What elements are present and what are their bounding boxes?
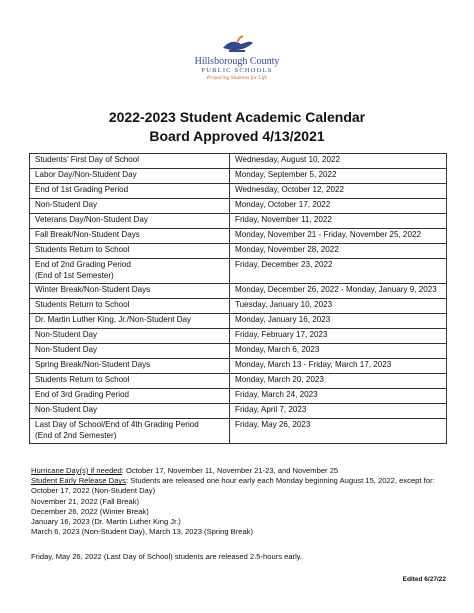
early-release-text: : Students are released one hour early each Monday beginning August 15, 2022, except for: <box>125 476 435 486</box>
calendar-row <box>30 374 447 389</box>
date-cell: Monday, March 13 - Friday, March 17, 2023 <box>230 359 447 374</box>
exception-item: December 26, 2022 (Winter Break) <box>31 506 149 516</box>
calendar-row <box>30 154 447 169</box>
date-cell: Wednesday, August 10, 2022 <box>230 154 447 169</box>
event-label: Labor Day/Non-Student Day <box>35 170 137 179</box>
date-cell: Monday, March 20, 2023 <box>230 374 447 389</box>
event-label: Veterans Day/Non-Student Day <box>35 215 148 224</box>
event-label-sub: (End of 1st Semester) <box>35 271 114 280</box>
calendar-row <box>30 329 447 344</box>
event-cell <box>30 344 230 359</box>
calendar-row <box>30 389 447 404</box>
event-label: Non-Student Day <box>35 330 98 339</box>
event-cell <box>30 259 230 284</box>
final-day-note: Friday, May 26, 2022 (Last Day of School) students are released 2.5-hours early. <box>31 552 303 561</box>
event-cell <box>30 314 230 329</box>
date-cell: Friday, February 17, 2023 <box>230 329 447 344</box>
event-label: Dr. Martin Luther King, Jr./Non-Student Day <box>35 315 192 324</box>
calendar-row <box>30 344 447 359</box>
event-cell <box>30 389 230 404</box>
early-release-note <box>31 476 461 486</box>
district-logo <box>0 34 474 82</box>
event-label: End of 1st Grading Period <box>35 185 129 194</box>
event-label-sub: (End of 2nd Semester) <box>35 431 117 440</box>
date-cell: Monday, March 6, 2023 <box>230 344 447 359</box>
event-label: Students’ First Day of School <box>35 155 140 164</box>
calendar-row <box>30 184 447 199</box>
date-cell: Friday, May 26, 2023 <box>230 419 447 444</box>
event-label: Students Return to School <box>35 245 130 254</box>
event-cell <box>30 244 230 259</box>
date-cell: Monday, September 5, 2022 <box>230 169 447 184</box>
calendar-row <box>30 199 447 214</box>
event-cell <box>30 404 230 419</box>
event-label: Non-Student Day <box>35 345 98 354</box>
page-title: 2022-2023 Student Academic Calendar <box>108 109 366 125</box>
event-cell <box>30 199 230 214</box>
event-label: Students Return to School <box>35 300 130 309</box>
lamp-of-learning-icon <box>217 34 257 56</box>
date-cell: Tuesday, January 10, 2023 <box>230 299 447 314</box>
event-label: End of 3rd Grading Period <box>35 390 130 399</box>
hurricane-text: : October 17, November 11, November 21-23, and November 25 <box>121 466 339 475</box>
calendar-row <box>30 419 447 444</box>
date-cell: Friday, December 23, 2022 <box>230 259 447 284</box>
exception-item: March 6, 2023 (Non-Student Day), March 13, 2023 (Spring Break) <box>31 527 254 537</box>
calendar-row <box>30 359 447 374</box>
exception-item: November 21, 2022 (Fall Break) <box>31 496 140 506</box>
event-cell <box>30 374 230 389</box>
event-label: Spring Break/Non-Student Days <box>35 360 151 369</box>
date-cell: Friday, November 11, 2022 <box>230 214 447 229</box>
calendar-row <box>30 259 447 284</box>
date-cell: Friday, April 7, 2023 <box>230 404 447 419</box>
event-label: End of 2nd Grading Period <box>35 260 131 269</box>
early-release-label: Student Early Release Days <box>31 476 126 486</box>
page-subtitle: Board Approved 4/13/2021 <box>149 128 325 144</box>
date-cell: Wednesday, October 12, 2022 <box>230 184 447 199</box>
hurricane-label: Hurricane Day(s) if needed <box>31 466 122 475</box>
event-cell <box>30 284 230 299</box>
calendar-row <box>30 404 447 419</box>
logo-name: Hillsborough County <box>194 56 280 67</box>
calendar-row <box>30 169 447 184</box>
event-label: Non-Student Day <box>35 200 98 209</box>
logo-tagline: Preparing Students for Life <box>206 75 268 81</box>
calendar-row <box>30 314 447 329</box>
exception-item: January 16, 2023 (Dr. Martin Luther King Jr.) <box>31 517 181 527</box>
event-cell <box>30 184 230 199</box>
date-cell: Friday, March 24, 2023 <box>230 389 447 404</box>
event-cell <box>30 359 230 374</box>
calendar-row <box>30 299 447 314</box>
date-cell: Monday, November 21 - Friday, November 25, 2022 <box>230 229 447 244</box>
event-cell <box>30 329 230 344</box>
edited-date: Edited 6/27/22 <box>402 576 446 583</box>
event-label: Fall Break/Non-Student Days <box>35 230 140 239</box>
event-cell <box>30 214 230 229</box>
event-label: Last Day of School/End of 4th Grading Period <box>35 420 199 429</box>
event-cell <box>30 154 230 169</box>
calendar-row <box>30 214 447 229</box>
notes <box>31 466 461 537</box>
hurricane-note <box>31 466 461 476</box>
date-cell: Monday, November 28, 2022 <box>230 244 447 259</box>
event-cell <box>30 169 230 184</box>
logo-subtitle: PUBLIC SCHOOLS <box>201 67 273 74</box>
calendar-row <box>30 284 447 299</box>
date-cell: Monday, December 26, 2022 - Monday, January 9, 2023 <box>230 284 447 299</box>
calendar-table <box>29 153 447 444</box>
calendar-row <box>30 229 447 244</box>
event-label: Non-Student Day <box>35 405 98 414</box>
event-cell <box>30 299 230 314</box>
event-label: Students Return to School <box>35 375 130 384</box>
exception-item: October 17, 2022 (Non-Student Day) <box>31 486 156 496</box>
event-cell <box>30 229 230 244</box>
event-label: Winter Break/Non-Student Days <box>35 285 151 294</box>
date-cell: Monday, January 16, 2023 <box>230 314 447 329</box>
event-cell <box>30 419 230 444</box>
calendar-row <box>30 244 447 259</box>
date-cell: Monday, October 17, 2022 <box>230 199 447 214</box>
